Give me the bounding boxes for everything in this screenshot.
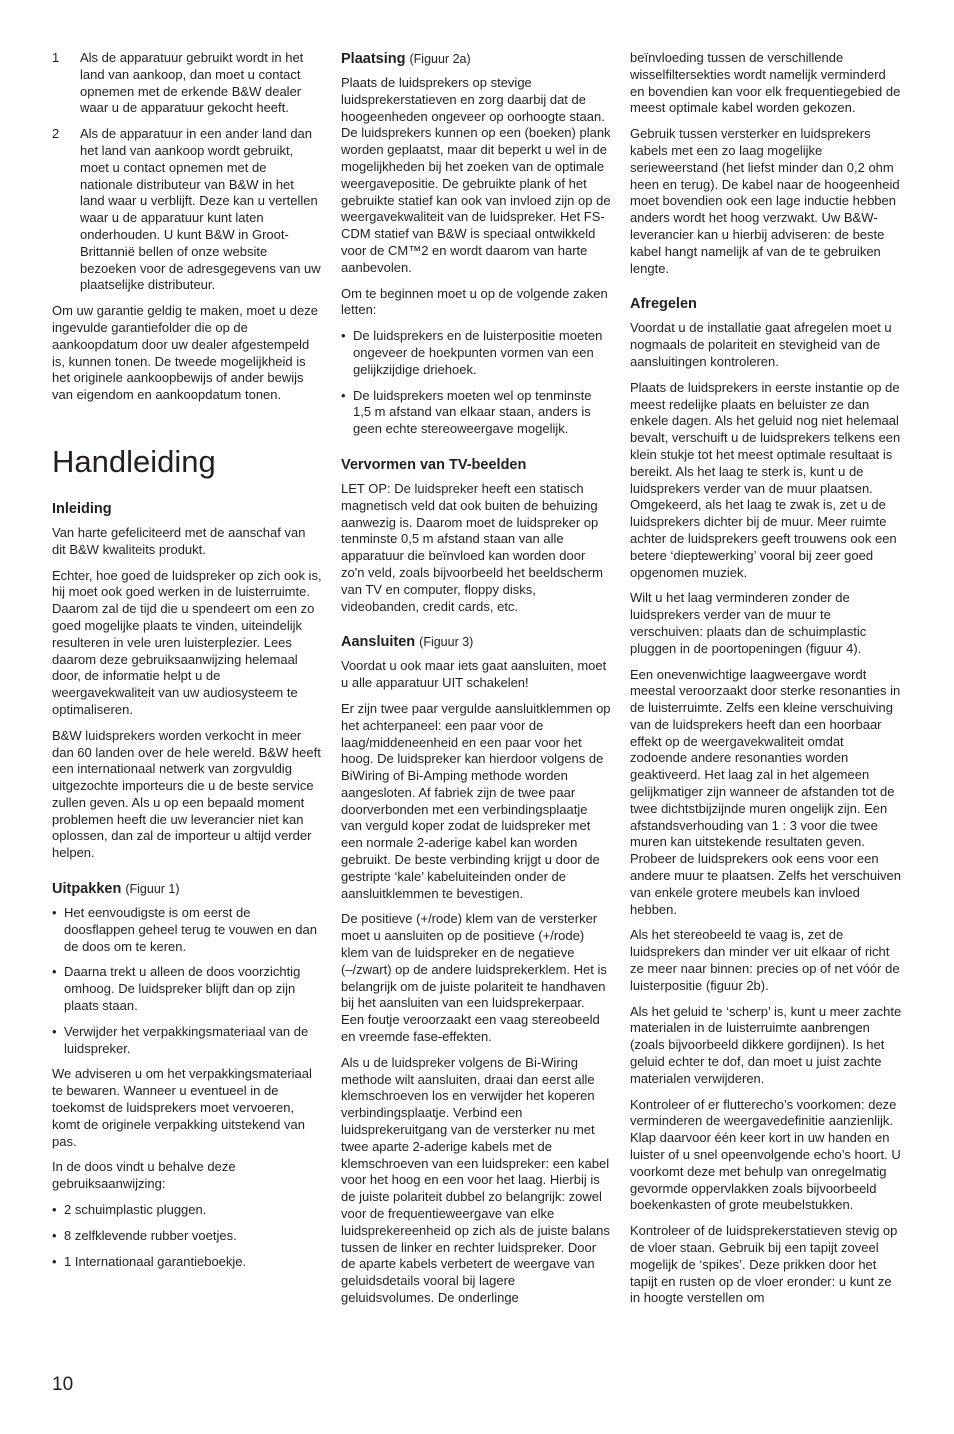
paragraph: We adviseren u om het verpakkingsmateriaal te bewaren. Wanneer u eventueel in de toekomst de luidsprekers moet vervoeren, komt de originele verpakking uitstekend van pas. <box>52 1066 312 1149</box>
paragraph: Kontroleer of de luidsprekerstatieven stevig op de vloer staan. Gebruik bij een tapijt zoveel mogelijk de ‘spikes’. Deze prikken door het tapijt en rusten op de vloer eronder: u kunt ze in hoogte verstellen om <box>630 1223 898 1306</box>
paragraph: Als het geluid te ‘scherp’ is, kunt u meer zachte materialen in de luisterruimte aanbrengen (zoals bijvoorbeeld dikkere gordijnen). Is het geluid echter te dof, dan moet u juist zachte materialen verwijderen. <box>630 1003 902 1086</box>
column-3 <box>630 50 902 1316</box>
list-item: • Daarna trekt u alleen de doos voorzichtig omhoog. De luidspreker blijft dan op zijn plaats staan. <box>52 964 322 1014</box>
list-text: Als de apparatuur in een ander land dan het land van aankoop wordt gebruikt, moet u contact opnemen met de nationale distributeur van B&W in het land waar u verblijft. Deze kan u vertellen waar u de apparatuur kunt laten onderhouden. U kunt B&W in Groot-Brittannië bellen of onze website bezoeken voor de adresgegevens van uw plaatselijke distributeur. <box>80 126 321 293</box>
heading-tv: Vervormen van TV-beelden <box>341 456 527 473</box>
paragraph: Voordat u de installatie gaat afregelen moet u nogmaals de polariteit en stevigheid van de aansluitingen kontroleren. <box>630 320 892 369</box>
list-item: • 2 schuimplastic pluggen. <box>52 1202 322 1219</box>
page-number: 10 <box>52 1374 74 1395</box>
paragraph: Van harte gefeliciteerd met de aanschaf van dit B&W kwaliteits produkt. <box>52 524 306 557</box>
heading-aansluiten <box>341 633 611 651</box>
heading-plaatsing <box>341 50 611 68</box>
list-item: • 8 zelfklevende rubber voetjes. <box>52 1228 322 1245</box>
paragraph: beïnvloeding tussen de verschillende wisselfiltersekties wordt namelijk verminderd en bovendien kan voor elk frequentiegebied de meest optimale kabel worden gekozen. <box>630 50 901 116</box>
heading-text: Aansluiten <box>341 634 416 651</box>
list-item: • De luidsprekers en de luisterpositie moeten ongeveer de hoekpunten vormen van een gelijkzijdige driehoek. <box>341 328 611 378</box>
heading-uitpakken <box>52 880 322 898</box>
bullet-list <box>341 328 611 438</box>
heading-afregelen: Afregelen <box>630 296 697 313</box>
list-number: 2 <box>52 126 60 142</box>
paragraph: Wilt u het laag verminderen zonder de luidsprekers verder van de muur te verschuiven: plaats dan de schuimplastic pluggen in de poortopeningen (figuur 4). <box>630 590 867 656</box>
paragraph-garantie: Om uw garantie geldig te maken, moet u deze ingevulde garantiefolder die op de aankoopdatum door uw dealer afgestempeld is, kunnen tonen. De tweede mogelijkheid is het originele aankoopbewijs of ander bewijs van eigendom en aankoopdatum tonen. <box>52 303 318 403</box>
paragraph: Er zijn twee paar vergulde aansluitklemmen op het achterpaneel: een paar voor de laag/middeneenheid en een paar voor het hoog. De luidspreker kan hierdoor volgens de BiWiring of Bi-Amping methode worden aangesloten. Af fabriek zijn de twee paar doorverbonden met een verbindingsplaatje van verguld koper zodat de luidspreker met een normale 2-aderige kabel kan worden gebruikt. De beste verbinding krijgt u door de gestripte ‘kale’ kabeluiteinden onder de aansluitklemmen te bevestigen. <box>341 700 611 901</box>
figure-reference: (Figuur 2a) <box>409 52 471 66</box>
column-1 <box>52 50 322 1279</box>
list-item: • Het eenvoudigste is om eerst de doosflappen geheel terug te vouwen en dan de doos om te keren. <box>52 905 322 955</box>
heading-text: Uitpakken <box>52 881 122 898</box>
list-text: Als de apparatuur gebruikt wordt in het land van aankoop, dan moet u contact opnemen met de erkende B&W dealer waar u de apparatuur gekocht heeft. <box>80 50 304 116</box>
heading-text: Plaatsing <box>341 51 406 67</box>
list-item: • De luidsprekers moeten wel op tenminste 1,5 m afstand van elkaar staan, anders is geen echte stereoweergave mogelijk. <box>341 388 611 438</box>
column-2 <box>341 50 611 1316</box>
paragraph: In de doos vindt u behalve deze gebruiksaanwijzing: <box>52 1159 236 1192</box>
heading-inleiding: Inleiding <box>52 500 112 517</box>
paragraph: LET OP: De luidspreker heeft een statisch magnetisch veld dat ook buiten de behuizing aanwezig is. Daarom moet de luidspreker op tenminste 0,5 m afstand staan van alle apparatuur die beïnvloed kan worden door zo'n veld, zoals bijvoorbeeld het beeldscherm van TV en computer, floppy disks, videobanden, credit cards, etc. <box>341 480 603 614</box>
list-item <box>52 50 322 117</box>
list-number: 1 <box>52 50 60 65</box>
figure-reference: (Figuur 3) <box>419 635 474 650</box>
paragraph: Voordat u ook maar iets gaat aansluiten, moet u alle apparatuur UIT schakelen! <box>341 658 607 691</box>
paragraph: Een onevenwichtige laagweergave wordt meestal veroorzaakt door sterke resonanties in de luisterruimte. Zelfs een kleine verschuiving van de luidsprekers heeft dan een hoorbaar effekt op de weergavekwaliteit omdat zodoende andere resonanties worden geaktiveerd. Het laag zal in het algemeen gelijkmatiger zijn wanneer de afstanden tot de twee dichtstbijzijnde muren ongelijk zijn. Een afstandsverhouding van 1 : 3 voor die twee muren kan uitstekende resultaten geven. Probeer de luidsprekers ook eens voor een andere muur te plaatsen. Zelfs het verschuiven van enkele grotere meubels kan invloed hebben. <box>630 666 901 917</box>
figure-reference: (Figuur 1) <box>125 882 180 897</box>
paragraph: Gebruik tussen versterker en luidsprekers kabels met een zo laag mogelijke serieweerstand (het liefst minder dan 0,2 ohm heen en terug). De kabel naar de hoogeenheid moet bovendien ook een lage inductie hebben anders wordt het hoog verzwakt. Uw B&W-leverancier kan u hierbij adviseren: de beste kabel hangt namelijk af van de te gebruiken lengte. <box>630 126 900 276</box>
list-item <box>52 126 322 294</box>
page-title: Handleiding <box>52 443 216 479</box>
paragraph: Als u de luidspreker volgens de Bi-Wiring methode wilt aansluiten, draai dan eerst alle klemschroeven los en verwijder het koperen verbindingsplaatje. Verbind een luidsprekeruitgang van de versterker nu met twee aparte 2-aderige kabels met de klemschroeven van een luidspreker: een kabel voor het hoog en een voor het laag. Hierbij is de juiste polariteit dubbel zo belangrijk: zowel voor de frequentieweergave van elke luidsprekereenheid op zich als de juiste balans tussen de linker en rechter luidspreker. Door de aparte kabels verbetert de weergave van geluidsdetails vooral bij lagere geluidsvolumes. De onderlinge <box>341 1054 610 1305</box>
paragraph: Kontroleer of er flutterecho’s voorkomen: deze verminderen de weergavedefinitie aanzienlijk. Klap daarvoor één keer kort in uw handen en luister of u snel opeenvolgende echo’s hoort. U voorkomt deze met behulp van onregelmatig gevormde oppervlakken zoals bijvoorbeeld boekenkasten of grote meubelstukken. <box>630 1096 901 1213</box>
bullet-list <box>52 905 322 1057</box>
contents-list <box>52 1202 322 1270</box>
paragraph: Echter, hoe goed de luidspreker op zich ook is, hij moet ook goed werken in de luisterruimte. Daarom zal de tijd die u spendeert om een zo goed mogelijke plaats te vinden, uiteindelijk resulteren in vele uren luisterplezier. Lees daarom deze gebruiksaanwijzing helemaal door, de informatie helpt u de weergavekwaliteit van uw audiosysteem te optimaliseren. <box>52 567 322 717</box>
paragraph: Plaats de luidsprekers op stevige luidsprekerstatieven en zorg daarbij dat de hoogeenheden ongeveer op oorhoogte staan. De luidsprekers kunnen op een (boeken) plank worden geplaatst, maar dit beperkt u wel in de mogelijkheden bij het zoeken van de optimale weergavepositie. De gebruikte plank of het gebruikte statief kan ook van invloed zijn op de weergavekwaliteit van de luidspreker. Het FS-CDM statief van B&W is speciaal ontwikkeld voor de CM™2 en wordt daarom van harte aanbevolen. <box>341 75 611 275</box>
paragraph: De positieve (+/rode) klem van de versterker moet u aansluiten op de positieve (+/rode) klem van de luidspreker en de negatieve (–/zwart) op de andere luidsprekerklem. Het is belangrijk om de juiste polariteit te handhaven bij het aansluiten van een luidsprekerpaar. Een foutje veroorzaakt een vaag stereobeeld en vreemde fase-effekten. <box>341 911 607 1045</box>
paragraph: Als het stereobeeld te vaag is, zet de luidsprekers dan minder ver uit elkaar of richt ze meer naar binnen: precies op of net vóór de luisterpositie (figuur 2b). <box>630 927 900 993</box>
service-list <box>52 50 322 294</box>
paragraph: B&W luidsprekers worden verkocht in meer dan 60 landen over de hele wereld. B&W heeft een internationaal netwerk van zorgvuldig uitgezochte importeurs die u de beste service zullen geven. Als u op een bepaald moment problemen heeft die uw leverancier niet kan oplossen, dan zal de importeur u altijd verder helpen. <box>52 727 321 861</box>
paragraph: Om te beginnen moet u op de volgende zaken letten: <box>341 285 608 318</box>
list-item: • 1 Internationaal garantieboekje. <box>52 1254 322 1271</box>
list-item: • Verwijder het verpakkingsmateriaal van de luidspreker. <box>52 1024 322 1058</box>
paragraph: Plaats de luidsprekers in eerste instantie op de meest redelijke plaats en beluister ze dan enkele dagen. Als het geluid nog niet helemaal bevalt, verschuift u de luidsprekers telkens een klein stukje tot het meest optimale resultaat is bereikt. Als het laag te sterk is, kunt u de luidsprekers verder van de muur plaatsen. Omgekeerd, als het laag te zwak is, zet u de luidsprekers dichter bij de muur. Meer ruimte achter de luidsprekers geeft trouwens ook een betere ‘dieptewerking’ vooral bij zeer goed opgenomen muziek. <box>630 379 901 580</box>
